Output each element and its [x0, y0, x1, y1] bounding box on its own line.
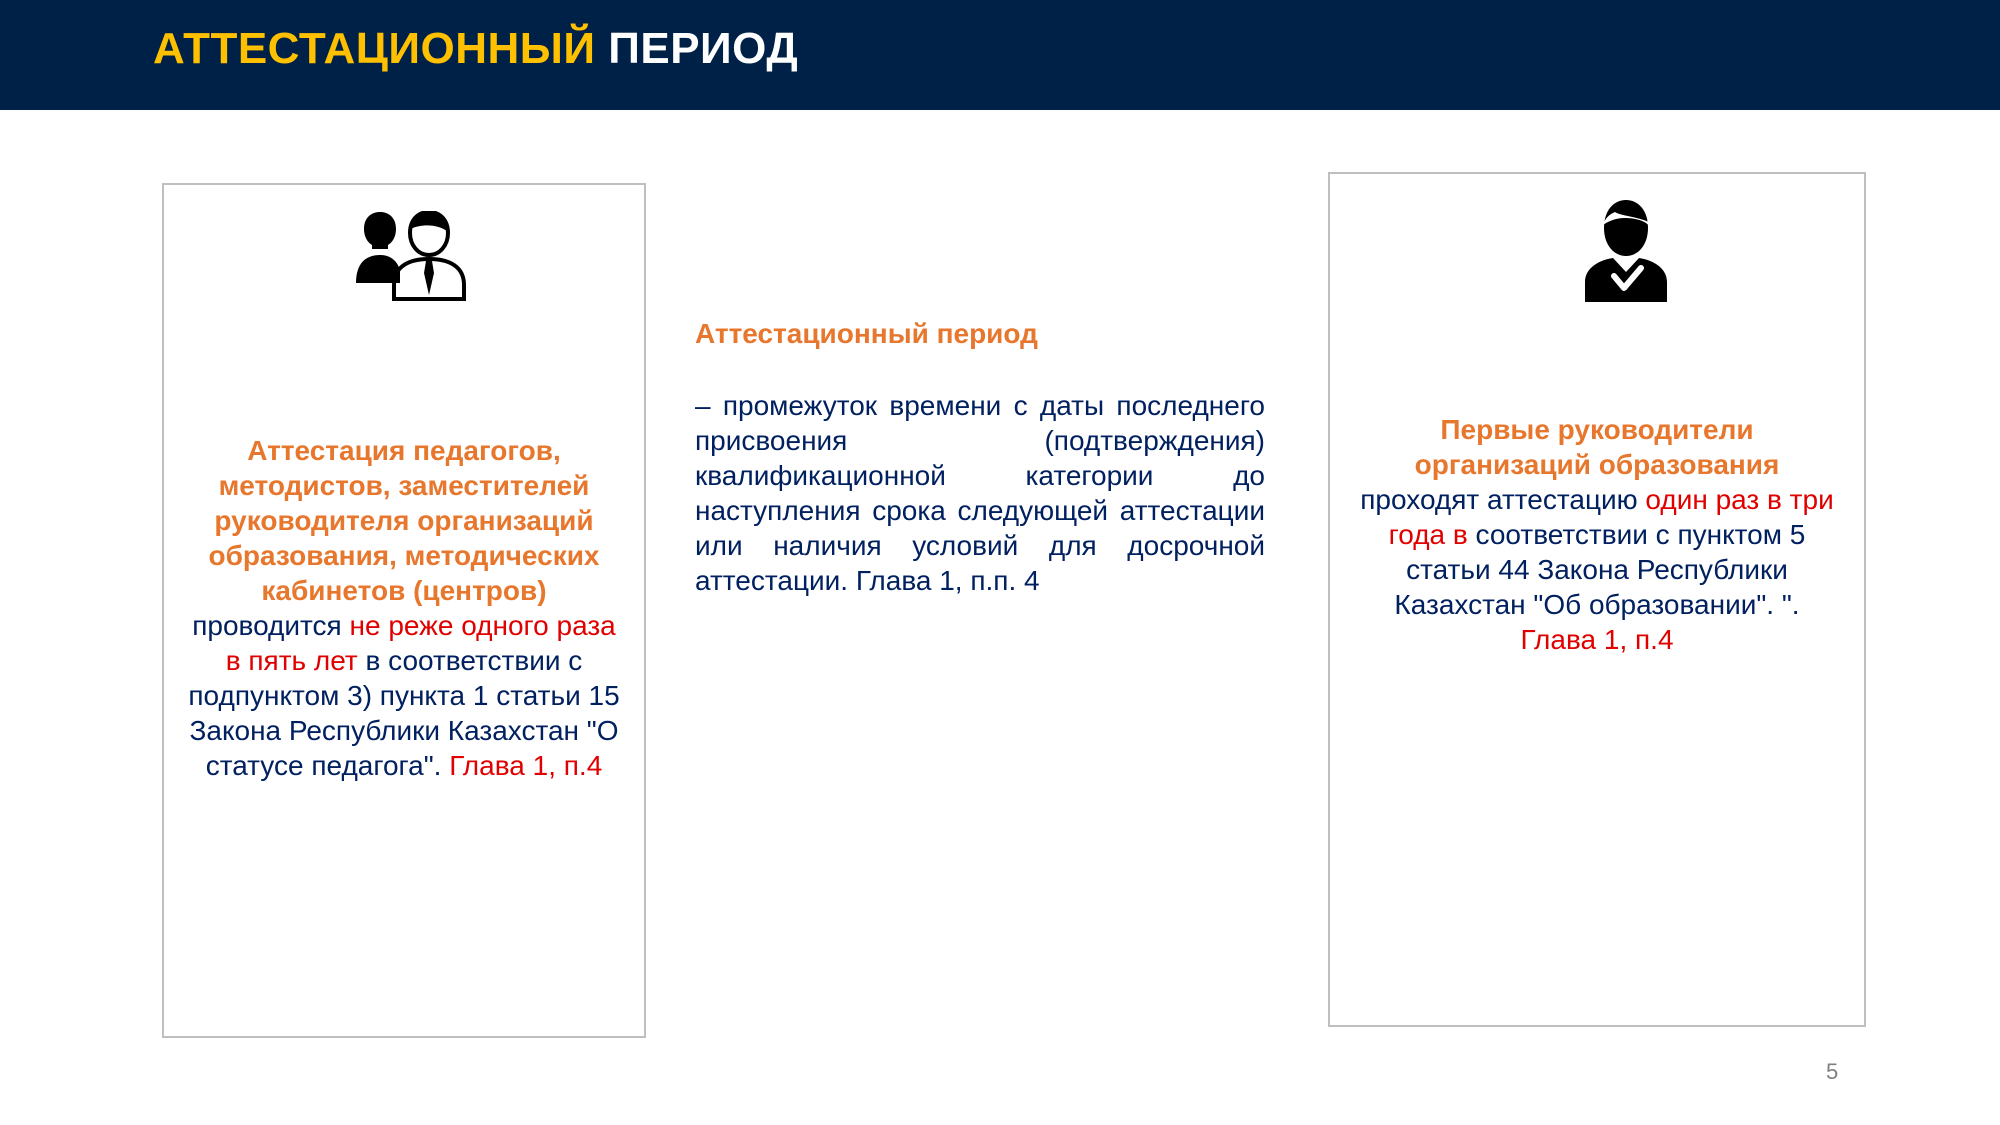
left-card [162, 183, 646, 1038]
right-card-heading: Первые руководители организаций образования [1414, 414, 1780, 480]
title-rest: ПЕРИОД [595, 24, 799, 73]
left-card-text-2: в соответствии с подпунктом 3) пункта 1 статьи 15 Закона Республики Казахстан "О статусе педагога". [188, 645, 620, 781]
page-number: 5 [1826, 1059, 1839, 1084]
right-card-reference: Глава 1, п.4 [1520, 624, 1674, 655]
left-card-reference: Глава 1, п.4 [449, 750, 603, 781]
right-card-highlight: один раз в три года в [1388, 484, 1834, 550]
right-card-text-1: проходят аттестацию [1360, 484, 1646, 515]
page-title [153, 24, 798, 74]
left-card-text-1: проводится [192, 610, 350, 641]
manager-check-icon [1583, 198, 1669, 304]
right-card-text [1360, 412, 1834, 657]
header-bar [0, 0, 2000, 110]
right-card-text-2: соответствии с пунктом 5 статьи 44 Закона Республики Казахстан "Об образовании". ". [1394, 519, 1806, 620]
left-card-highlight: не реже одного раза в пять лет [225, 610, 616, 676]
people-icon [354, 211, 466, 301]
left-card-text [184, 433, 624, 783]
right-card [1328, 172, 1866, 1027]
left-card-heading: Аттестация педагогов, методистов, заместителей руководителя организаций образования, методических кабинетов (центров) [208, 435, 600, 606]
definition-title: Аттестационный период [695, 318, 1038, 349]
definition-body: – промежуток времени с даты последнего присвоения (подтверждения) квалификационной категории до наступления срока следующей аттестации или наличия условий для досрочной аттестации. Глава 1, п.п. 4 [695, 390, 1265, 596]
title-accent: АТТЕСТАЦИОННЫЙ [153, 24, 596, 73]
